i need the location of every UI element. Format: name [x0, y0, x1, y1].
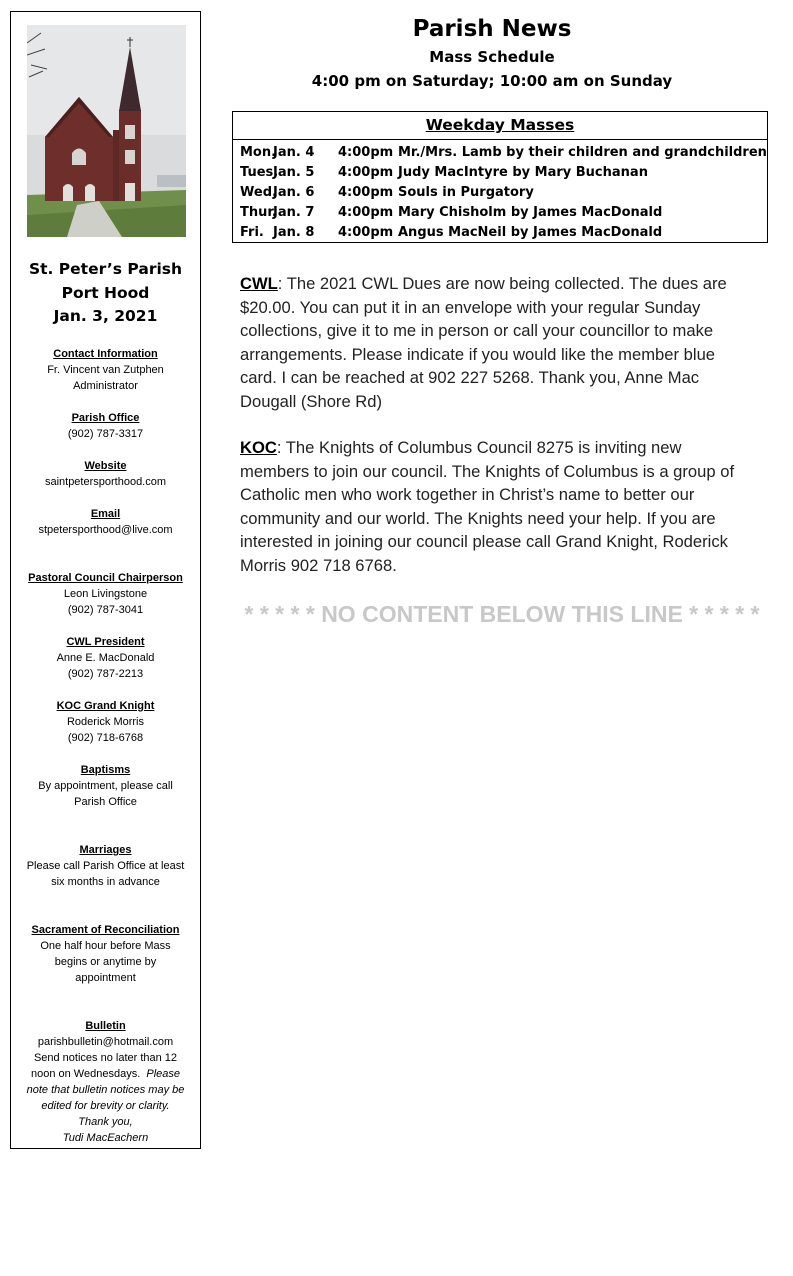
bulletin-block	[11, 1018, 200, 1146]
page-title: Parish News	[412, 16, 572, 42]
email-link[interactable]: stpetersporthood@live.com	[38, 524, 173, 536]
pastoral-council-heading: Pastoral Council Chairperson	[28, 572, 183, 584]
mass-date: Jan. 4	[273, 145, 315, 160]
bulletin-line3: note that bulletin notices may be	[26, 1084, 185, 1096]
baptisms-line1: By appointment, please call	[38, 780, 173, 792]
reconciliation-line3: appointment	[75, 972, 136, 984]
mass-intention: Angus MacNeil by James MacDonald	[398, 225, 663, 240]
koc-notice	[240, 436, 755, 577]
weekday-masses-heading-text: Weekday Masses	[425, 116, 575, 134]
pastoral-council-name: Leon Livingstone	[63, 588, 148, 600]
mass-schedule-heading: Mass Schedule	[429, 48, 555, 66]
weekday-masses-rows	[233, 140, 767, 243]
mass-day: Wed.	[240, 185, 277, 200]
marriages-line2: six months in advance	[51, 876, 160, 888]
reconciliation-line2: begins or anytime by	[54, 956, 157, 968]
mass-intention: Souls in Purgatory	[398, 185, 534, 200]
marriages-line1: Please call Parish Office at least	[26, 860, 185, 872]
bulletin-line2	[11, 1066, 200, 1082]
mass-date: Jan. 8	[273, 225, 315, 240]
mass-day: Fri.	[240, 225, 264, 240]
pastoral-council-block	[11, 570, 200, 618]
marriages-heading: Marriages	[79, 844, 132, 856]
koc-tag: KOC	[240, 438, 277, 457]
mass-intention: Mary Chisholm by James MacDonald	[398, 205, 663, 220]
contact-info-heading: Contact Information	[53, 348, 158, 360]
marriages-block	[11, 842, 200, 890]
bulletin-line6: Tudi MacEachern	[62, 1132, 149, 1144]
table-row	[233, 203, 767, 223]
weekday-masses-table	[232, 111, 768, 243]
mass-day: Tues.	[240, 165, 279, 180]
mass-date: Jan. 6	[273, 185, 315, 200]
mass-schedule-times: 4:00 pm on Saturday; 10:00 am on Sunday	[311, 72, 673, 90]
cwl-text: : The 2021 CWL Dues are now being collected. The dues are $20.00. You can put it in an envelope with your regular Sunday collections, give it to me in person or call your councillor to make arrangements. Please indicate if you would like the member blue card. I can be reached at 902 227 5268. Thank you, Anne Mac Dougall (Shore Rd)	[240, 274, 727, 411]
cwl-president-heading: CWL President	[66, 636, 145, 648]
church-photo	[27, 25, 186, 237]
email-block	[11, 506, 200, 538]
table-row	[233, 163, 767, 183]
website-heading: Website	[84, 460, 127, 472]
website-link[interactable]: saintpetersporthood.com	[44, 476, 167, 488]
bulletin-line4: edited for brevity or clarity.	[41, 1100, 170, 1112]
table-row	[233, 143, 767, 163]
table-row	[233, 223, 767, 243]
bulletin-heading: Bulletin	[85, 1020, 126, 1032]
mass-time: 4:00pm	[338, 205, 394, 220]
email-heading: Email	[90, 508, 121, 520]
mass-time: 4:00pm	[338, 145, 394, 160]
cwl-notice	[240, 272, 755, 413]
parish-office-heading: Parish Office	[71, 412, 140, 424]
mass-day: Mon.	[240, 145, 277, 160]
cwl-president-name: Anne E. MacDonald	[56, 652, 155, 664]
contact-name: Fr. Vincent van Zutphen	[47, 364, 164, 376]
cwl-president-block	[11, 634, 200, 682]
mass-date: Jan. 7	[273, 205, 315, 220]
pastoral-council-phone: (902) 787-3041	[67, 604, 144, 616]
baptisms-block	[11, 762, 200, 810]
koc-text: : The Knights of Columbus Council 8275 is inviting new members to join our council. The Knights of Columbus is a group of Catholic men who work together in Christ’s name to better our community and our world. The Knights need your help. If you are interested in joining our council please call Grand Knight, Roderick Morris 902 718 6768.	[240, 438, 735, 575]
baptisms-line2: Parish Office	[74, 796, 137, 808]
koc-knight-block	[11, 698, 200, 746]
bulletin-line5: Thank you,	[78, 1116, 133, 1128]
bulletin-line1: Send notices no later than 12	[33, 1052, 178, 1064]
website-block	[11, 458, 200, 490]
parish-office-phone: (902) 787-3317	[67, 428, 144, 440]
mass-time: 4:00pm	[338, 225, 394, 240]
bulletin-email[interactable]: parishbulletin@hotmail.com	[37, 1036, 174, 1048]
contact-list	[11, 346, 200, 1146]
mass-intention: Mr./Mrs. Lamb by their children and grandchildren	[398, 145, 767, 160]
parish-name: St. Peter’s Parish	[28, 260, 183, 278]
mass-intention: Judy MacIntyre by Mary Buchanan	[398, 165, 648, 180]
reconciliation-line1: One half hour before Mass	[40, 940, 171, 952]
baptisms-heading: Baptisms	[80, 764, 131, 776]
cwl-president-phone: (902) 787-2213	[67, 668, 144, 680]
table-row	[233, 183, 767, 203]
koc-knight-heading: KOC Grand Knight	[56, 700, 155, 712]
parish-office-block	[11, 410, 200, 442]
bulletin-date: Jan. 3, 2021	[53, 307, 158, 325]
bulletin-line2b: Please	[146, 1068, 181, 1080]
mass-day: Thur.	[240, 205, 277, 220]
contact-info-block	[11, 346, 200, 394]
no-content-watermark: * * * * * NO CONTENT BELOW THIS LINE * * * * *	[244, 601, 760, 627]
cwl-tag: CWL	[240, 274, 278, 293]
sidebar	[10, 11, 201, 1149]
koc-knight-phone: (902) 718-6768	[67, 732, 144, 744]
bulletin-line2a: noon on Wednesdays.	[30, 1068, 141, 1080]
contact-role: Administrator	[73, 380, 138, 392]
reconciliation-heading: Sacrament of Reconciliation	[31, 924, 180, 936]
mass-time: 4:00pm	[338, 185, 394, 200]
reconciliation-block	[11, 922, 200, 986]
weekday-masses-heading	[233, 112, 767, 140]
mass-date: Jan. 5	[273, 165, 315, 180]
parish-location: Port Hood	[61, 283, 150, 302]
mass-time: 4:00pm	[338, 165, 394, 180]
koc-knight-name: Roderick Morris	[66, 716, 144, 728]
parish-identity	[11, 258, 200, 329]
